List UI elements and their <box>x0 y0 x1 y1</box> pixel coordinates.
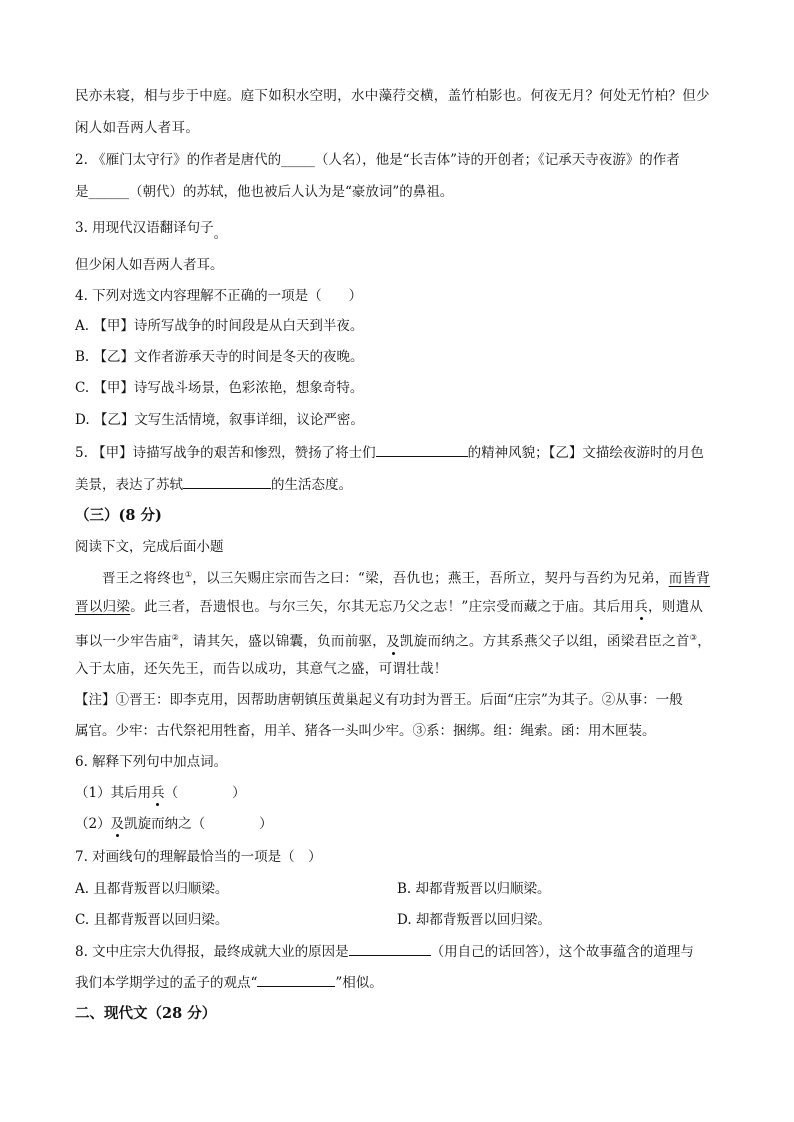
question-6-item-2 <box>75 814 273 834</box>
q5-blank-2 <box>183 474 271 489</box>
notes-line-1: 【注】①晋王：即李克用，因帮助唐朝镇压黄巢起义有功封为晋王。后面“庄宗”为其子。②从事：一般 <box>75 692 683 708</box>
section-3-heading: （三）(8 分) <box>75 507 162 524</box>
footnote-marker-3: ③ <box>689 633 698 642</box>
passage-text: ，请其矢，盛以锦囊，负而前驱， <box>179 633 387 650</box>
q2-blank-2: ______ <box>88 184 129 200</box>
section-2-heading: 二、现代文（28 分） <box>75 1005 217 1022</box>
passage-text: ，则遣从 <box>648 599 704 615</box>
q5-text-3: 美景，表达了苏轼 <box>75 477 183 493</box>
q5-text-4: 的生活态度。 <box>271 477 352 493</box>
q8-blank-1 <box>349 941 431 956</box>
underlined-sentence: 而皆背 <box>668 570 711 587</box>
dotted-word-bing: 兵 <box>634 599 649 615</box>
question-2-line-1 <box>75 150 680 170</box>
question-4-option-a: A. 【甲】诗所写战争的时间段是从白天到半夜。 <box>75 318 364 334</box>
q6-item-1-text: （1）其后用 <box>75 785 152 801</box>
q8-text-2: （用自己的话回答），这个故事蕴含的道理与 <box>430 944 694 960</box>
q6-item-1-blank: （ ） <box>164 785 246 801</box>
dotted-word-ji: 及 <box>386 633 400 650</box>
q2-text-2: （人名），他是“长吉体”诗的开创者；《记承天寺夜游》的作者 <box>314 152 680 168</box>
question-8-line-1 <box>75 941 694 962</box>
q5-blank-1 <box>376 442 468 457</box>
q2-text-4: （朝代）的苏轼，他也被后人认为是“豪放词”的鼻祖。 <box>129 184 454 200</box>
passage-text: ，以三矢赐庄宗而告之曰：“梁，吾仇也；燕王，吾所立，契丹与吾约为兄弟， <box>192 570 669 587</box>
q2-text-3: 是 <box>75 184 89 200</box>
footnote-marker-2: ② <box>171 633 180 642</box>
q8-blank-2 <box>257 972 335 987</box>
q3-prompt-text: 3. 用现代汉语翻译句子 <box>75 220 214 236</box>
question-7-option-c: C. 且都背叛晋以回归梁。 <box>75 912 229 928</box>
passage-line-4: 入于太庙，还矢先王，而告以成功，其意气之盛，可谓壮哉！ <box>75 661 448 677</box>
dotted-word-bing: 兵 <box>151 785 165 801</box>
question-4-option-b: B. 【乙】文作者游承天寺的时间是冬天的夜晚。 <box>75 349 364 365</box>
section-3-instruction: 阅读下文，完成后面小题 <box>75 539 224 555</box>
q2-text-1: 2. 《雁门太守行》的作者是唐代的 <box>75 152 282 168</box>
question-4-option-d: D. 【乙】文写生活情境，叙事详细，议论严密。 <box>75 412 364 428</box>
question-7-option-a: A. 且都背叛晋以归顺梁。 <box>75 881 229 897</box>
q3-period: 。 <box>213 226 228 242</box>
question-5-line-2 <box>75 474 352 495</box>
passage-line-3 <box>75 628 711 652</box>
question-3-sentence: 但少闲人如吾两人者耳。 <box>75 257 224 273</box>
q6-item-2-blank: 凯旋而纳之（ ） <box>124 816 273 832</box>
question-6-prompt: 6. 解释下列句中加点词。 <box>75 754 228 770</box>
passage-text: 事以一少牢告庙 <box>75 633 172 650</box>
passage-text: ， <box>697 633 712 650</box>
question-4-prompt: 4. 下列对选文内容理解不正确的一项是（ ） <box>75 288 363 304</box>
question-7-option-b: B. 却都背叛晋以归顺梁。 <box>397 881 551 897</box>
q6-item-2-text: （2） <box>75 816 111 832</box>
q8-text-1: 8. 文中庄宗大仇得报，最终成就大业的原因是 <box>75 944 349 960</box>
q5-text-1: 5. 【甲】诗描写战争的艰苦和惨烈，赞扬了将士们 <box>75 445 376 461</box>
q8-text-4: ”相似。 <box>335 975 383 991</box>
poem-line-1: 民亦未寝，相与步于中庭。庭下如积水空明，水中藻荇交横，盖竹柏影也。何夜无月？何处无竹柏？但少 <box>75 88 710 104</box>
q8-text-3: 我们本学期学过的孟子的观点“ <box>75 975 258 991</box>
q2-blank-1: _____ <box>281 152 315 168</box>
question-7-option-d: D. 却都背叛晋以回归梁。 <box>397 912 551 928</box>
footnote-marker-1: ① <box>184 570 193 579</box>
passage-text: 晋王之将终也 <box>102 570 185 587</box>
passage-text: 。此三者，吾遗恨也。与尔三矢，尔其无忘乃父之志！”庄宗受而藏之于庙。其后用 <box>130 599 635 615</box>
q5-text-2: 的精神风貌；【乙】文描绘夜游时的月色 <box>467 445 704 461</box>
poem-line-2: 闲人如吾两人者耳。 <box>75 120 200 136</box>
passage-line-1 <box>102 565 710 589</box>
dotted-word-ji: 及 <box>110 816 125 832</box>
passage-text: 凯旋而纳之。方其系燕父子以组，函梁君臣之首 <box>399 633 690 650</box>
question-4-option-c: C. 【甲】诗写战斗场景，色彩浓艳，想象奇特。 <box>75 380 364 396</box>
passage-line-2 <box>75 597 703 617</box>
notes-line-2: 属官。少牢：古代祭祀用牲畜，用羊、猪各一头叫少牢。③系：捆绑。组：绳索。函：用木匣装。 <box>75 723 656 739</box>
question-8-line-2 <box>75 972 383 993</box>
question-5-line-1 <box>75 442 704 463</box>
question-6-item-1 <box>75 783 246 803</box>
question-2-line-2 <box>75 182 453 202</box>
question-7-prompt: 7. 对画线句的理解最恰当的一项是（ ） <box>75 849 322 865</box>
question-3-prompt <box>75 218 228 242</box>
underlined-sentence: 晋以归梁 <box>75 599 131 615</box>
